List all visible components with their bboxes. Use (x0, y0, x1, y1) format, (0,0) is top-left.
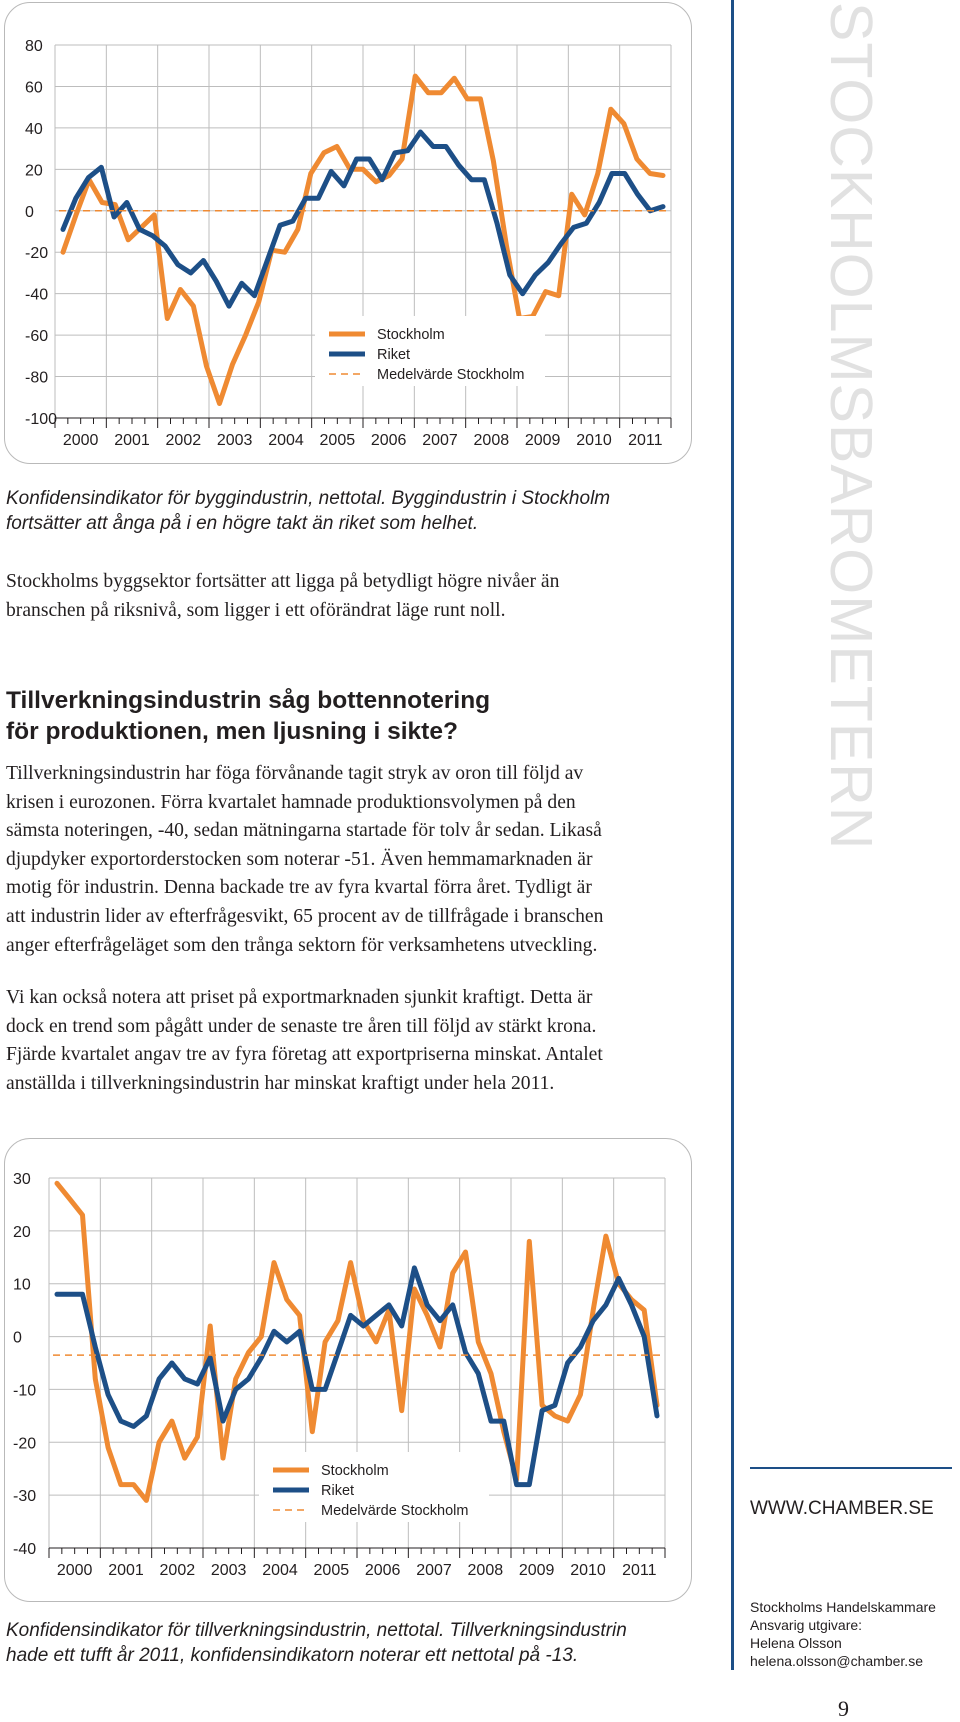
y-tick-label: -20 (25, 245, 49, 263)
y-tick-label: 60 (25, 79, 43, 97)
publisher-line: Helena Olsson (750, 1635, 842, 1651)
caption-line: hade ett tufft år 2011, konfidensindikatorn noterar ett nettotal på -13. (6, 1645, 579, 1666)
y-tick-label: -100 (25, 411, 58, 428)
y-tick-label: -30 (13, 1488, 37, 1506)
y-tick-label: 20 (25, 162, 43, 180)
x-tick-label: 2001 (114, 432, 150, 449)
y-tick-label: -40 (13, 1541, 37, 1558)
x-tick-label: 2008 (467, 1562, 504, 1579)
text-line: djupdyker exportorderstocken som noterar -51. Även hemmamarknaden är (6, 848, 593, 870)
manufacturing-paragraph (6, 760, 681, 960)
text-line: krisen i eurozonen. Förra kvartalet hamnade produktionsvolymen på den (6, 791, 576, 813)
sidebar-divider (731, 0, 734, 1670)
x-tick-label: 2008 (473, 432, 510, 449)
y-tick-label: -60 (25, 328, 49, 346)
y-tick-label: 40 (25, 120, 43, 138)
vertical-title-text: STOCKHOLMSBAROMETERN (818, 2, 884, 851)
construction-paragraph (6, 568, 681, 625)
x-tick-label: 2007 (422, 432, 458, 449)
y-tick-label: -40 (25, 286, 49, 304)
text-line: Stockholms byggsektor fortsätter att ligga på betydligt högre nivåer än (6, 571, 560, 592)
text-line: Fjärde kvartalet angav tre av fyra företag att exportpriserna minskat. Antalet (6, 1044, 603, 1066)
y-tick-label: -10 (13, 1382, 37, 1400)
legend-label: Riket (377, 347, 411, 363)
text-line: sämsta noteringen, -40, sedan mätningarna startade för tolv år sedan. Likaså (6, 820, 602, 842)
x-tick-label: 2004 (262, 1562, 298, 1579)
legend-label: Riket (321, 1483, 355, 1499)
construction-chart-caption (6, 486, 666, 536)
x-tick-label: 2007 (416, 1562, 452, 1579)
text-line: dock en trend som pågått under de senaste tre åren till följd av stärkt krona. (6, 1015, 597, 1037)
publisher-line: Stockholms Handelskammare (750, 1599, 936, 1615)
sidebar-rule (750, 1467, 952, 1469)
construction-confidence-chart (4, 2, 692, 464)
text-line: branschen på riksnivå, som ligger i ett oförändrat läge runt noll. (6, 599, 506, 621)
x-tick-label: 2006 (370, 432, 407, 449)
legend-label: Medelvärde Stockholm (321, 1503, 469, 1519)
x-tick-label: 2009 (518, 1562, 555, 1579)
construction-confidence-plot (5, 3, 691, 463)
vertical-title (818, 2, 884, 890)
x-tick-label: 2004 (268, 432, 304, 449)
caption-line: fortsätter att ånga på i en högre takt än riket som helhet. (6, 513, 479, 534)
x-tick-label: 2003 (210, 1562, 247, 1579)
y-tick-label: 0 (25, 203, 34, 221)
x-tick-label: 2003 (216, 432, 253, 449)
y-tick-label: -80 (25, 369, 49, 387)
page-number: 9 (838, 1696, 849, 1721)
x-tick-label: 2002 (159, 1562, 196, 1579)
y-tick-label: -20 (13, 1435, 37, 1453)
section-heading (6, 685, 681, 747)
x-tick-label: 2000 (56, 1562, 93, 1579)
legend-label: Stockholm (377, 327, 445, 343)
x-tick-label: 2000 (62, 432, 99, 449)
publisher-line: Ansvarig utgivare: (750, 1617, 863, 1633)
x-tick-label: 2010 (576, 432, 612, 449)
x-tick-label: 2005 (319, 432, 356, 449)
manufacturing-chart-caption (6, 1618, 666, 1668)
manufacturing-confidence-plot (5, 1139, 691, 1601)
publisher-info (750, 1598, 936, 1670)
heading-line: för produktionen, men ljusning i sikte? (6, 718, 458, 745)
x-tick-label: 2001 (108, 1562, 144, 1579)
export-paragraph (6, 984, 681, 1098)
caption-line: Konfidensindikator för byggindustrin, nettotal. Byggindustrin i Stockholm (6, 488, 611, 509)
website-link[interactable]: WWW.CHAMBER.SE (750, 1498, 934, 1519)
x-tick-label: 2009 (524, 432, 561, 449)
manufacturing-confidence-chart (4, 1138, 692, 1602)
caption-line: Konfidensindikator för tillverkningsindustrin, nettotal. Tillverkningsindustrin (6, 1620, 627, 1641)
y-tick-label: 10 (13, 1276, 31, 1294)
text-line: motig för industrin. Denna backade tre av fyra kvartal förra året. Tydligt är (6, 877, 592, 899)
legend-label: Stockholm (321, 1463, 389, 1479)
x-tick-label: 2002 (165, 432, 202, 449)
x-tick-label: 2011 (622, 1562, 657, 1579)
y-tick-label: 30 (13, 1171, 31, 1188)
text-line: Tillverkningsindustrin har föga förvånande tagit stryk av oron till följd av (6, 763, 584, 784)
x-tick-label: 2005 (313, 1562, 350, 1579)
x-tick-label: 2010 (570, 1562, 606, 1579)
text-line: anger efterfrågeläget som den trånga sektorn för verksamhetens utveckling. (6, 934, 598, 956)
legend-label: Medelvärde Stockholm (377, 367, 525, 383)
heading-line: Tillverkningsindustrin såg bottennotering (6, 687, 491, 714)
text-line: anställda i tillverkningsindustrin har minskat kraftigt under hela 2011. (6, 1072, 555, 1094)
text-line: att industrin lider av efterfrågesvikt, 65 procent av de tillfrågade i branschen (6, 905, 604, 927)
y-tick-label: 20 (13, 1223, 31, 1241)
publisher-email[interactable]: helena.olsson@chamber.se (750, 1653, 923, 1669)
y-tick-label: 80 (25, 38, 43, 55)
y-tick-label: 0 (13, 1329, 22, 1347)
text-line: Vi kan också notera att priset på exportmarknaden sjunkit kraftigt. Detta är (6, 987, 593, 1008)
x-tick-label: 2011 (628, 432, 663, 449)
x-tick-label: 2006 (364, 1562, 401, 1579)
